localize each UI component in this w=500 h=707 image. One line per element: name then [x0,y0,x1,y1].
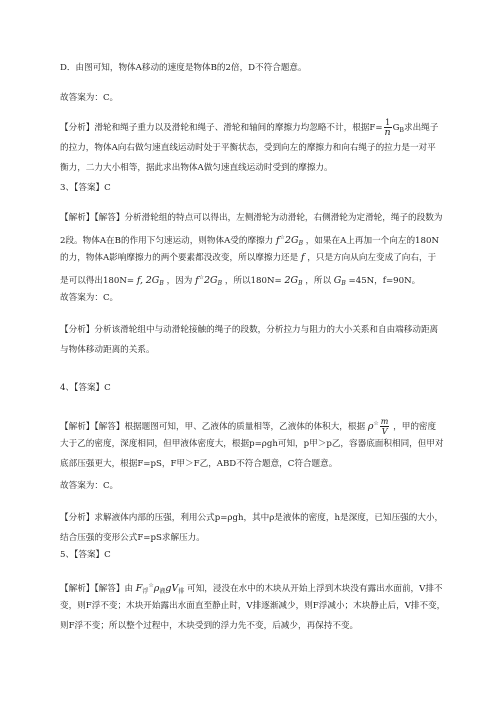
solution-4-line-1 [60,414,460,434]
math-2g-sub: B [159,280,164,287]
analysis-1-g: G [392,123,400,133]
math-f: f [195,275,199,286]
fraction-numerator: m [380,417,389,426]
solution-3-line-4-j: =45N，f=90N。 [348,276,421,286]
solution-4 [60,414,460,474]
answer-4-heading-text: 4、【答案】C [60,383,111,393]
solution-4-line-1-text: 【解析】【解答】根据题图可知，甲、乙液体的质量相等，乙液体的体积大，根据 [60,422,366,432]
equals-star-symbol: ☆ [148,582,154,589]
math-f: f [276,235,280,246]
solution-5-line-2: 变，则F浮不变；木块开始露出水面直至静止时，V排逐渐减少，则F浮减小；木块静止后，V排不变， [60,601,446,611]
answer-1 [60,88,460,108]
solution-5-line-3: 则F浮不变；所以整个过程中，木块受到的浮力先不变，后减少，再保持不变。 [60,621,359,631]
analysis-1-line-1-text: 【分析】滑轮和绳子重力以及滑轮和绳子、滑轮和轴间的摩擦力均忽略不计，根据F= [60,123,383,133]
solution-4-line-1-tail: ，甲的密度 [393,422,437,432]
analysis-4-line-2: 结合压强的变形公式F=pS求解压力。 [60,533,205,543]
solution-3-line-2-tail: ，如果在A上再加一个向左的180N [305,236,439,246]
analysis-1-g-sub: B [399,127,404,134]
math-2g-sub: B [298,240,303,247]
equals-star-symbol: ☆ [373,420,379,427]
option-d-paragraph [60,58,460,78]
solution-4-line-3: 底部压强更大，根据F=pS，F甲＞F乙，ABD不符合题意，C符合题意。 [60,459,338,469]
equals-star-symbol: ☆ [198,274,205,281]
fraction-denominator: V [381,427,388,436]
solution-3-line-4 [60,268,460,288]
math-f: f [300,252,305,263]
solution-5-line-1-text: 【解析】【解答】由 [60,584,134,594]
math-f: f, [136,275,144,286]
analysis-3-line-2: 与物体移动距离的关系。 [60,345,155,355]
math-2g: 2G [284,235,299,246]
solution-3-line-4-h: ，所以 [305,276,332,286]
analysis-1-line-1 [60,118,460,138]
fraction-denominator: n [384,127,391,138]
solution-3-line-1: 【解析】【解答】分析滑轮组的特点可以得出，左侧滑轮为动滑轮，右侧滑轮为定滑轮，绳子的段数为 [60,213,443,223]
analysis-4 [60,508,460,548]
answer-1-text: 故答案为：C。 [60,93,119,103]
analysis-1-line-1-tail: 求出绳子 [403,123,439,133]
math-2g: 2G [204,275,218,286]
math-f-buoyancy-sub: 浮 [142,588,149,595]
answer-5-heading-text: 5、【答案】C [60,550,111,560]
solution-5 [60,576,460,636]
solution-5-line-1-tail: 可知，浸没在水中的木块从开始上浮到木块没有露出水面前，V排不 [187,584,443,594]
answer-3 [60,288,460,308]
analysis-1-line-2: 的拉力，物体A向右做匀速直线运动时处于平衡状态，受到向左的摩擦力和向右绳子的拉力是一对平 [60,143,436,153]
math-g-sub: B [341,280,346,287]
analysis-1-line-3: 衡力，二力大小相等，据此求出物体A做匀速直线运动时受到的摩擦力。 [60,163,333,173]
analysis-1 [60,118,460,178]
math-rho-sub: 液 [159,588,166,595]
answer-4-text: 故答案为：C。 [60,481,119,491]
math-gv: gV [165,583,179,594]
option-d-text: D．由图可知，物体A移动的速度是物体B的2倍，D不符合题意。 [60,63,307,73]
math-g: G [333,275,342,286]
solution-3-line-2-text: 2段。物体A在B的作用下匀速运动，则物体A受的摩擦力 [60,236,274,246]
answer-3-text: 故答案为：C。 [60,293,119,303]
solution-3-line-3-tail: ，只是方向从向左变成了向右，于 [307,253,437,263]
analysis-3-line-1: 【分析】分析该滑轮组中与动滑轮接触的绳子的段数，分析拉力与阻力的大小关系和自由端移动距离 [60,325,439,335]
math-rho: ρ [153,583,160,594]
solution-3-line-4-a: 是可以得出180N= [60,276,135,286]
math-2g: 2G [145,275,160,286]
math-2g-sub: B [217,280,223,287]
solution-3 [60,208,460,288]
solution-3-line-2 [60,228,460,248]
math-2g-sub: B [298,280,303,287]
solution-3-line-3-text: 的力，物体A影响摩擦力的两个要素都没改变，所以摩擦力还是 [60,253,299,263]
solution-3-line-3 [60,248,460,268]
solution-3-line-4-e: ，所以180N= [224,276,282,286]
math-2g: 2G [284,275,299,286]
math-f-buoyancy: F [135,583,143,594]
math-gv-sub: 排 [178,588,185,595]
answer-5-heading [60,545,460,565]
solution-3-line-4-c: ，因为 [166,276,193,286]
answer-3-heading-text: 3、【答案】C [60,183,111,193]
analysis-3 [60,320,460,360]
solution-4-line-2: 大于乙的密度，深度相同，但甲液体密度大，根据p=ρgh可知，p甲＞p乙，容器底面积相同，但甲对 [60,439,444,449]
answer-4-heading [60,378,460,398]
solution-5-line-1 [60,576,460,596]
equals-star-symbol: ☆ [279,234,285,241]
analysis-4-line-1: 【分析】求解液体内部的压强，利用公式p=ρgh，其中ρ是液体的密度，h是深度，已知压强的大小， [60,513,444,523]
fraction-1-over-n [384,118,392,137]
math-rho: ρ [367,421,374,432]
answer-3-heading [60,178,460,198]
answer-4 [60,476,460,496]
fraction-numerator: 1 [385,118,391,127]
